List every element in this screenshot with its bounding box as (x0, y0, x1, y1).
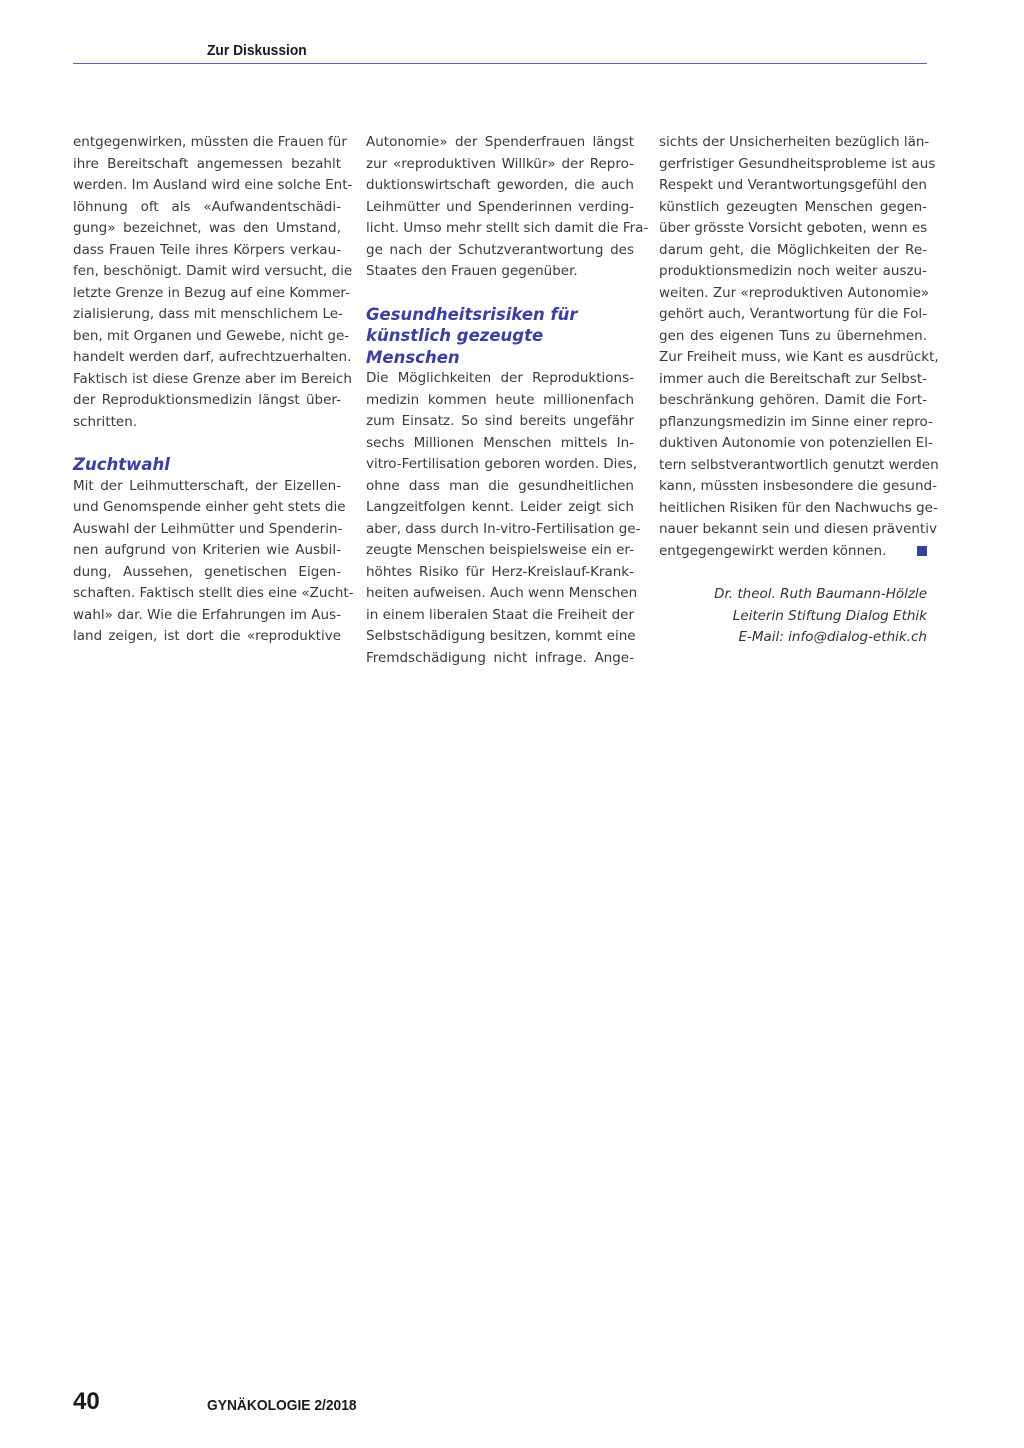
text-line: gerfristiger Gesundheitsprobleme ist aus (659, 155, 936, 172)
text-line: zum Einsatz. So sind bereits ungefähr (366, 413, 634, 429)
text-line: Selbstschädigung besitzen, kommt eine (366, 628, 636, 644)
text-line: heitlichen Risiken für den Nachwuchs ge- (659, 499, 938, 516)
text-line: pflanzungsmedizin im Sinne einer repro- (659, 413, 933, 430)
text-line: Staates den Frauen gegenüber. (366, 263, 578, 279)
section-heading-zuchtwahl: Zuchtwahl (73, 455, 170, 474)
text-line: medizin kommen heute millionenfach (366, 391, 634, 408)
end-of-article-mark-icon (917, 546, 927, 556)
text-line: künstlich gezeugten Menschen gegen- (659, 198, 927, 215)
text-line: Faktisch ist diese Grenze aber im Bereich (73, 370, 352, 387)
article-column-2 (366, 132, 649, 669)
text-line: immer auch die Bereitschaft zur Selbst- (659, 370, 927, 387)
text-line: ihre Bereitschaft angemessen bezahlt (73, 155, 341, 172)
text-line: Mit der Leihmutterschaft, der Eizellen- (73, 477, 341, 494)
article-column-3 (659, 132, 939, 562)
text-line: sechs Millionen Menschen mittels In- (366, 434, 634, 451)
text-line: land zeigen, ist dort die «reproduktive (73, 628, 341, 644)
text-line: Autonomie» der Spenderfrauen längst (366, 134, 634, 150)
text-line: über grösste Vorsicht geboten, wenn es (659, 220, 928, 236)
author-role: Leiterin Stiftung Dialog Ethik (732, 607, 927, 624)
text-line: heiten aufweisen. Auch wenn Menschen (366, 585, 638, 601)
text-line: Auswahl der Leihmütter und Spenderin- (73, 520, 343, 537)
heading-line: künstlich gezeugte Menschen (366, 326, 544, 367)
text-line: licht. Umso mehr stellt sich damit die Fra- (366, 220, 649, 236)
text-line: nen aufgrund von Kriterien wie Ausbil- (73, 542, 341, 558)
text-line: zialisierung, dass mit menschlichem Le- (73, 306, 343, 322)
paragraph-end-line (659, 541, 927, 563)
text-line: entgegengewirkt werden können. (659, 542, 887, 559)
author-block (659, 584, 927, 649)
text-line: nauer bekannt sein und diesen präventiv (659, 521, 937, 537)
text-line: aber, dass durch In-vitro-Fertilisation ge- (366, 520, 641, 537)
article-column-1 (73, 132, 354, 648)
text-line: löhnung oft als «Aufwandentschädi- (73, 198, 341, 215)
text-line: Fremdschädigung nicht infrage. Ange- (366, 649, 634, 666)
section-title: Zur Diskussion (207, 42, 307, 59)
text-line: ge nach der Schutzverantwortung des (366, 241, 634, 258)
text-line: gung» bezeichnet, was den Umstand, (73, 220, 341, 236)
text-line: wahl» dar. Wie die Erfahrungen im Aus- (73, 606, 341, 623)
text-line: produktionsmedizin noch weiter auszu- (659, 263, 927, 279)
text-line: darum geht, die Möglichkeiten der Re- (659, 241, 927, 258)
journal-issue: GYNÄKOLOGIE 2/2018 (207, 1397, 357, 1414)
paragraph (73, 476, 354, 648)
text-line: letzte Grenze in Bezug auf eine Kommer- (73, 284, 350, 301)
text-line: Respekt und Verantwortungsgefühl den (659, 177, 927, 193)
text-line: entgegenwirken, müssten die Frauen für (73, 134, 347, 150)
text-line: zeugte Menschen beispielsweise ein er- (366, 542, 634, 558)
text-line: beschränkung gehören. Damit die Fort- (659, 392, 927, 408)
paragraph (73, 132, 353, 433)
section-heading-gesundheitsrisiken (366, 304, 634, 369)
text-line: Leihmütter und Spenderinnen verding- (366, 198, 634, 215)
author-email[interactable]: E-Mail: info@dialog-ethik.ch (738, 629, 927, 645)
text-line: kann, müssten insbesondere die gesund- (659, 478, 937, 494)
text-line: der Reproduktionsmedizin längst über- (73, 392, 341, 408)
text-line: duktiven Autonomie von potenziellen El- (659, 435, 933, 451)
text-line: duktionswirtschaft geworden, die auch (366, 177, 634, 193)
paragraph (659, 132, 939, 541)
text-line: zur «reproduktiven Willkür» der Repro- (366, 155, 634, 172)
text-line: dung, Aussehen, genetischen Eigen- (73, 563, 341, 580)
page-number: 40 (73, 1388, 100, 1415)
text-line: sichts der Unsicherheiten bezüglich län- (659, 134, 930, 150)
text-line: weiten. Zur «reproduktiven Autonomie» (659, 284, 930, 301)
text-line: werden. Im Ausland wird eine solche Ent- (73, 177, 353, 193)
text-line: schritten. (73, 413, 138, 430)
paragraph (366, 368, 641, 669)
text-line: in einem liberalen Staat die Freiheit der (366, 606, 634, 623)
text-line: Die Möglichkeiten der Reproduktions- (366, 370, 634, 386)
text-line: handelt werden darf, aufrechtzuerhalten. (73, 349, 352, 365)
text-line: und Genomspende einher geht stets die (73, 499, 346, 515)
text-line: dass Frauen Teile ihres Körpers verkau- (73, 241, 341, 258)
paragraph (366, 132, 649, 283)
heading-line: Gesundheitsrisiken für (366, 304, 578, 324)
header-divider (73, 63, 927, 64)
text-line: gen des eigenen Tuns zu übernehmen. (659, 327, 927, 344)
text-line: gehört auch, Verantwortung für die Fol- (659, 306, 927, 322)
text-line: höhtes Risiko für Herz-Kreislauf-Krank- (366, 563, 634, 580)
text-line: Langzeitfolgen kennt. Leider zeigt sich (366, 499, 634, 515)
text-line: ben, mit Organen und Gewebe, nicht ge- (73, 327, 350, 344)
author-name: Dr. theol. Ruth Baumann-Hölzle (714, 586, 927, 602)
text-line: vitro-Fertilisation geboren worden. Dies, (366, 456, 638, 472)
text-line: tern selbstverantwortlich genutzt werden (659, 456, 939, 473)
text-line: ohne dass man die gesundheitlichen (366, 477, 634, 494)
text-line: schaften. Faktisch stellt dies eine «Zucht- (73, 585, 354, 601)
text-line: Zur Freiheit muss, wie Kant es ausdrückt, (659, 349, 939, 365)
text-line: fen, beschönigt. Damit wird versucht, die (73, 263, 353, 279)
